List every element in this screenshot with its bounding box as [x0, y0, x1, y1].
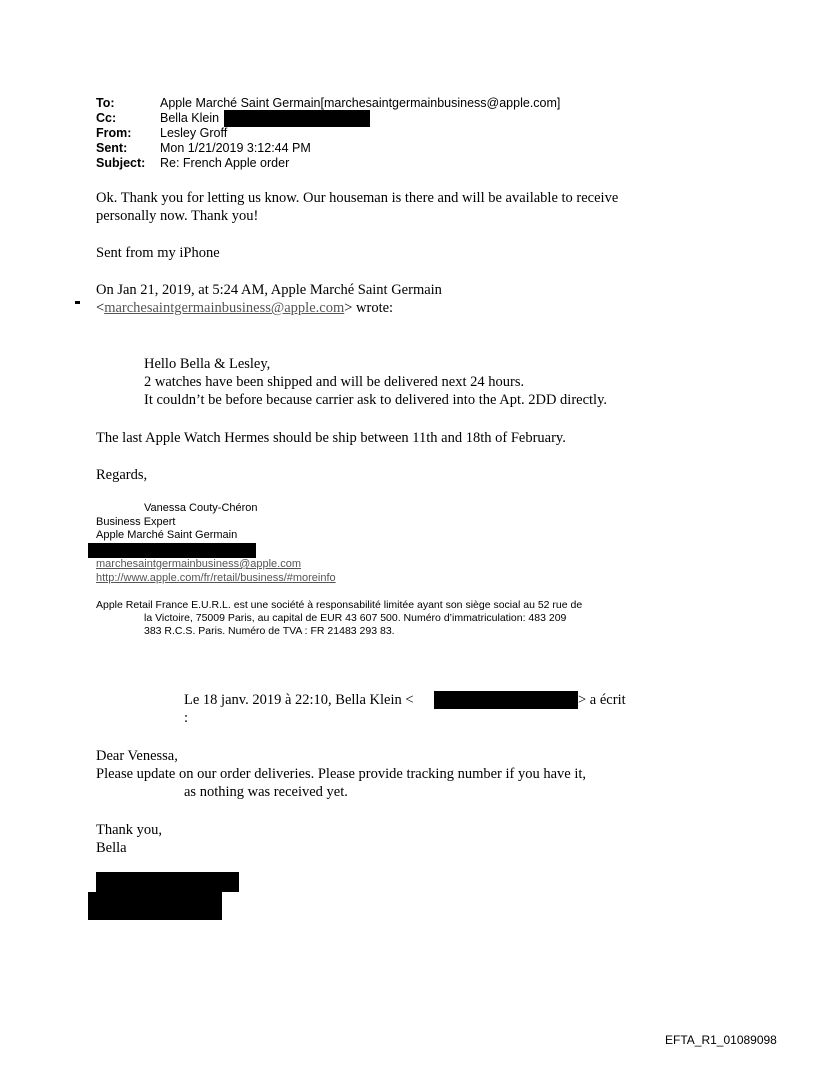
sig-email-link[interactable]: marchesaintgermainbusiness@apple.com [96, 558, 301, 570]
quote1-line-3: The last Apple Watch Hermes should be ship between 11th and 18th of February. [96, 430, 566, 446]
legal-line-3: 383 R.C.S. Paris. Numéro de TVA : FR 21483 293 83. [144, 625, 395, 637]
quote1-intro-line-2: <marchesaintgermainbusiness@apple.com> wrote: [96, 300, 394, 316]
sig-name: Vanessa Couty-Chéron [144, 502, 258, 514]
sent-value: Mon 1/21/2019 3:12:44 PM [160, 141, 311, 155]
from-value: Lesley Groff [160, 126, 228, 140]
redaction-bar [434, 691, 578, 709]
quote1-line-1: 2 watches have been shipped and will be delivered next 24 hours. [144, 374, 525, 390]
quote2-greeting: Dear Venessa, [96, 748, 178, 764]
quote2-line-1: Please update on our order deliveries. Please provide tracking number if you have it, [96, 766, 587, 782]
reply-signature: Sent from my iPhone [96, 245, 220, 261]
quote2-intro-colon: : [184, 710, 189, 726]
quote2-intro-right: > a écrit [578, 692, 626, 708]
sig-title: Business Expert [96, 516, 176, 528]
from-label: From: [96, 126, 132, 140]
sent-label: Sent: [96, 141, 128, 155]
quote2-intro-left: Le 18 janv. 2019 à 22:10, Bella Klein < [184, 692, 414, 708]
to-value: Apple Marché Saint Germain[marchesaintgermainbusiness@apple.com] [160, 96, 561, 110]
reply-line-2: personally now. Thank you! [96, 208, 259, 224]
quote1-line-2: It couldn’t be before because carrier ask to delivered into the Apt. 2DD directly. [144, 392, 608, 408]
quote2-thanks: Thank you, [96, 822, 163, 838]
sig-url-link[interactable]: http://www.apple.com/fr/retail/business/#moreinfo [96, 572, 336, 584]
apple-business-email-link[interactable]: marchesaintgermainbusiness@apple.com [104, 300, 345, 316]
quote2-line-2: as nothing was received yet. [184, 784, 348, 800]
sig-store: Apple Marché Saint Germain [96, 529, 238, 541]
redaction-bar [224, 110, 370, 127]
cc-label: Cc: [96, 111, 117, 125]
document-id: EFTA_R1_01089098 [665, 1033, 777, 1047]
legal-line-1: Apple Retail France E.U.R.L. est une société à responsabilité limitée ayant son siège social au 52 rue de [96, 599, 583, 611]
to-label: To: [96, 96, 115, 110]
cc-value: Bella Klein [160, 111, 220, 125]
quote1-regards: Regards, [96, 467, 148, 483]
margin-mark [75, 301, 80, 304]
redaction-bar [88, 543, 256, 558]
reply-line-1: Ok. Thank you for letting us know. Our houseman is there and will be available to receive [96, 190, 619, 206]
redaction-bar [88, 892, 222, 920]
subject-value: Re: French Apple order [160, 156, 290, 170]
subject-label: Subject: [96, 156, 146, 170]
quote1-intro-line-1: On Jan 21, 2019, at 5:24 AM, Apple Marché Saint Germain [96, 282, 442, 298]
redaction-bar [96, 872, 239, 892]
quote2-name: Bella [96, 840, 127, 856]
quote1-greeting: Hello Bella & Lesley, [144, 356, 271, 372]
legal-line-2: la Victoire, 75009 Paris, au capital de EUR 43 607 500. Numéro d’immatriculation: 483 209 [144, 612, 567, 624]
